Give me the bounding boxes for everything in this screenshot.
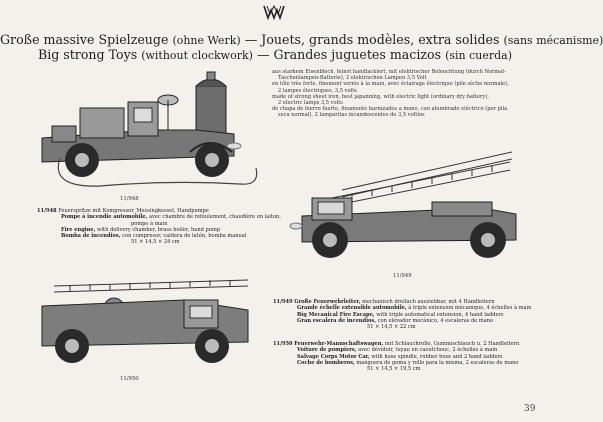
caption-line: 51 × 14,5 × 19,5 cm bbox=[367, 366, 421, 373]
caption-line-rest: mechanisch dreifach ausziehbar, mit 4 Handleitern bbox=[360, 299, 495, 305]
brand-logo-icon bbox=[263, 4, 285, 20]
caption-line: Big Mecanical Fire Escape, bbox=[297, 311, 375, 318]
salvage-car-illustration bbox=[34, 266, 264, 370]
caption-line-rest: with triple automatical extension, 4 hand ladders bbox=[374, 311, 504, 318]
caption-line-rest: avec dévidoir, tuyau en caoutchouc, 2 échelles à main bbox=[356, 347, 498, 354]
caption-number: 11/948 bbox=[37, 208, 57, 214]
caption-line-rest: with hose spindle, rubber hose and 2 hand ladders bbox=[369, 353, 503, 360]
item-number: 11/948 bbox=[120, 196, 139, 202]
note-line: 2 electric lamps 3,5 volts bbox=[278, 100, 343, 107]
note-line: en tôle très forte, finement vernis à la main, avec éclairage électrique (pile sèche normale), bbox=[272, 81, 509, 88]
caption-line: Pompe à incendie automobile, bbox=[61, 214, 148, 221]
caption-number: 11/950 bbox=[273, 341, 293, 347]
caption-line: Fire engine, bbox=[61, 226, 96, 233]
note-line: de chapa de hierro fuerte, finamente barnizados a mano, con alumbrado eléctrico (por pila bbox=[272, 106, 508, 113]
caption-line-rest: con compresor, caldera de latón, bomba manual bbox=[120, 233, 247, 240]
caption-line-rest: avec chambre de refoulement, chaudière en laiton, bbox=[147, 214, 281, 221]
page-number: 39 bbox=[524, 404, 536, 414]
caption-line: Feuerwehr-Mannschaftswagen, bbox=[294, 341, 384, 347]
item-caption-11-950 bbox=[273, 341, 519, 372]
item-number: 11/950 bbox=[120, 376, 139, 382]
caption-number: 11/949 bbox=[273, 299, 293, 305]
item-caption-11-948 bbox=[37, 208, 281, 246]
caption-line: Bomba de incendios, bbox=[61, 233, 121, 240]
caption-line: Coche de bomberos, bbox=[297, 359, 355, 366]
page-heading-line-2: Big strong Toys (without clockwork) — Grandes juguetes macizos (sin cuerda) bbox=[37, 47, 513, 62]
caption-line: Salvage Corps Motor Car, bbox=[297, 353, 370, 360]
note-line: 2 lampes électriques, 3,5 volts bbox=[278, 87, 357, 94]
fire-engine-illustration bbox=[20, 68, 270, 196]
caption-line: Grande échelle extensible automobile, bbox=[297, 305, 407, 312]
caption-line-rest: à triple extension mécanique, 4 échelles à main bbox=[406, 305, 532, 312]
caption-line: Gran escalera de incendios, bbox=[297, 317, 377, 324]
caption-line: Voiture de pompiers, bbox=[297, 347, 357, 354]
note-line: made of strong sheet iron, best japanning, with electric light (ordinary dry battery), bbox=[272, 93, 489, 100]
fire-escape-illustration bbox=[282, 142, 532, 270]
caption-line-rest: con elevador mecánico, 4 escaleras de mano bbox=[376, 317, 494, 324]
caption-line-rest: with delivery chamber, brass boiler, hand pump bbox=[95, 226, 221, 233]
item-number: 11/949 bbox=[393, 273, 412, 279]
lighting-description bbox=[272, 69, 509, 119]
caption-line: 51 × 14,5 × 24 cm bbox=[131, 239, 180, 246]
caption-line: Feuerspritze mit Kompressor, Messingkessel, Handpumpe bbox=[58, 208, 209, 214]
note-line: Taschenlampen-Batterie), 2 elektrischen Lampen 3,5 Volt bbox=[278, 75, 427, 82]
item-caption-11-949 bbox=[273, 299, 531, 330]
caption-line: pompe à main bbox=[131, 220, 168, 227]
caption-line: 51 × 14,5 × 22 cm bbox=[367, 324, 416, 331]
caption-line: Große Feuerwehrleiter, bbox=[294, 299, 361, 305]
caption-line-rest: mit Schlauchrolle, Gummischlauch u. 2 Handleitern bbox=[383, 341, 520, 347]
note-line: aus starkem Eisenblech, feinst handlackiert, mit elektrischer Beleuchtung (durch Normal- bbox=[272, 69, 506, 75]
note-line: seca normal), 2 lamparitas incandescentes de 3,5 voltios bbox=[278, 112, 425, 119]
page-heading-line-1: Große massive Spielzeuge (ohne Werk) — Jouets, grands modèles, extra solides (sans mécanisme) bbox=[0, 32, 603, 47]
caption-line-rest: manguera de goma y rollo para la misma, 2 escaleras de mano bbox=[354, 359, 519, 366]
